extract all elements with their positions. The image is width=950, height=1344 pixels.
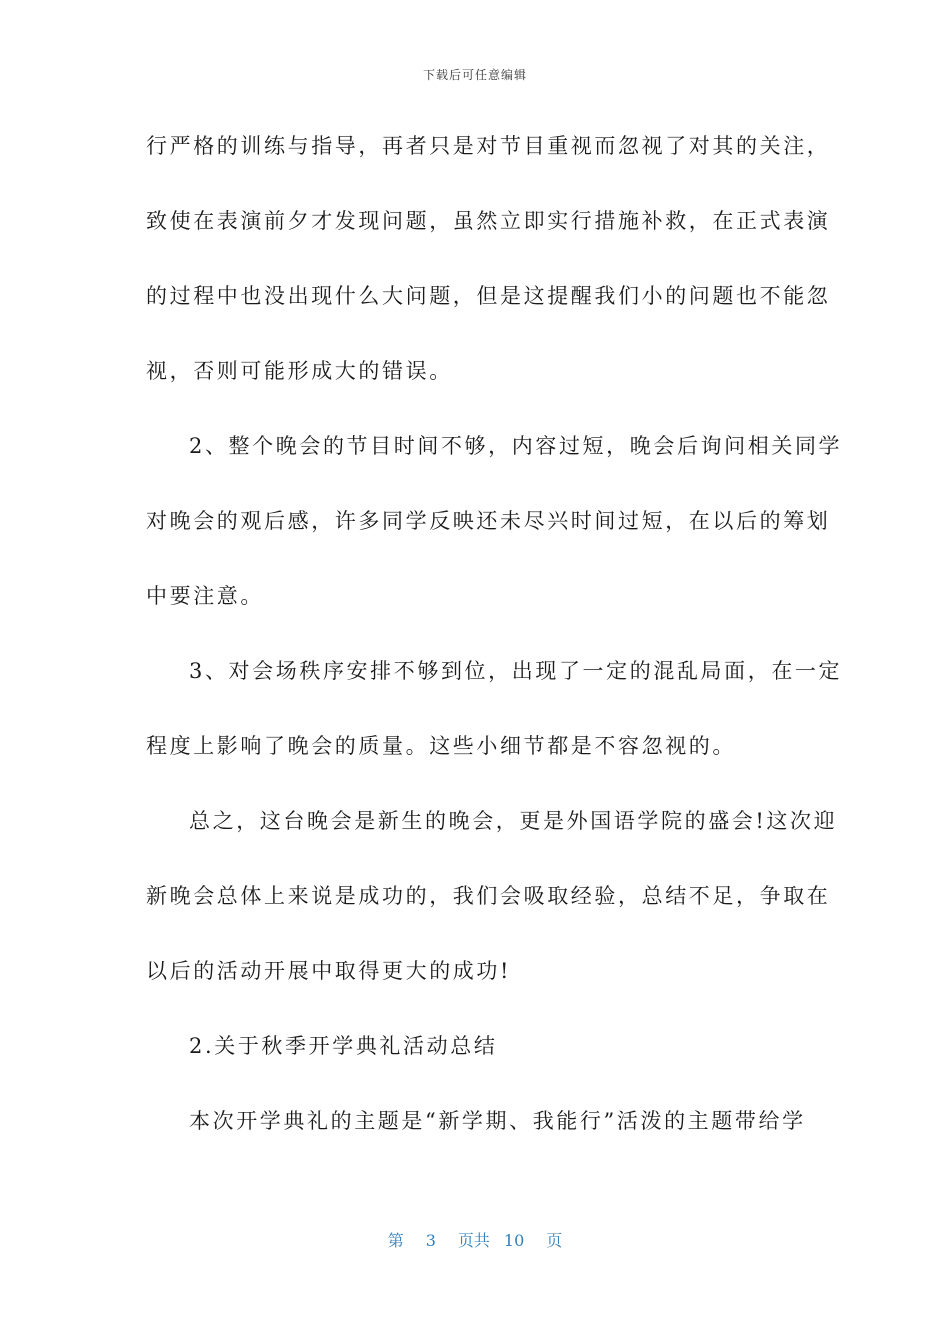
body-line: 总之，这台晚会是新生的晚会，更是外国语学院的盛会!这次迎 — [189, 809, 838, 833]
body-line: 程度上影响了晚会的质量。这些小细节都是不容忽视的。 — [146, 734, 736, 758]
body-line: 的过程中也没出现什么大问题，但是这提醒我们小的问题也不能忽 — [146, 284, 831, 308]
body-line: 本次开学典礼的主题是“新学期、我能行”活泼的主题带给学 — [189, 1109, 806, 1133]
body-line: 视，否则可能形成大的错误。 — [146, 359, 453, 383]
footer-middle: 页共 — [457, 1231, 490, 1250]
body-line: 对晚会的观后感，许多同学反映还未尽兴时间过短，在以后的筹划 — [146, 509, 831, 533]
body-line: 中要注意。 — [146, 584, 264, 608]
footer-total-pages: 10 — [503, 1231, 525, 1250]
document-body — [146, 122, 843, 1172]
body-line: 2、整个晚会的节目时间不够，内容过短，晚会后询问相关同学 — [189, 434, 843, 458]
page-header: 下载后可任意编辑 — [422, 68, 527, 82]
body-line: 新晚会总体上来说是成功的，我们会吸取经验，总结不足，争取在 — [146, 884, 831, 908]
footer-current-page: 3 — [425, 1231, 436, 1250]
footer-prefix: 第 — [387, 1231, 404, 1250]
footer-suffix: 页 — [546, 1231, 563, 1250]
body-line: 3、对会场秩序安排不够到位，出现了一定的混乱局面，在一定 — [189, 659, 843, 683]
body-line: 致使在表演前夕才发现问题，虽然立即实行措施补救，在正式表演 — [146, 209, 831, 233]
body-line: 行严格的训练与指导，再者只是对节目重视而忽视了对其的关注， — [146, 134, 831, 158]
page-footer — [0, 1228, 950, 1251]
section-heading: 2.关于秋季开学典礼活动总结 — [189, 1034, 498, 1058]
body-line: 以后的活动开展中取得更大的成功! — [146, 959, 512, 983]
